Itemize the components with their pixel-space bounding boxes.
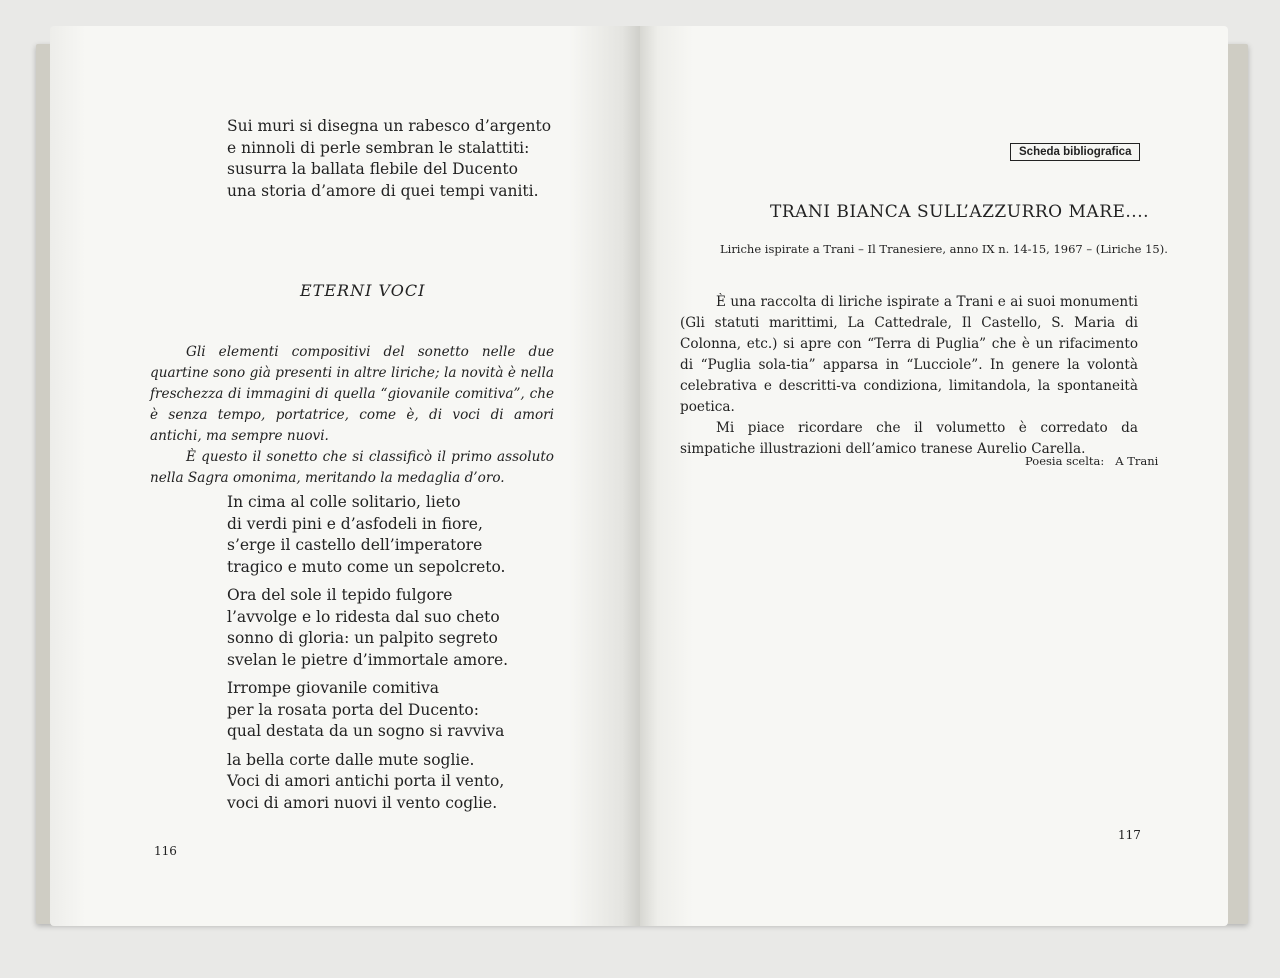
commentary-paragraph: È questo il sonetto che si classificò il primo assoluto nella Sagra omonima, meritando la medaglia d’oro. bbox=[150, 449, 554, 486]
page-number: 116 bbox=[154, 844, 177, 858]
verse-line: Sui muri si disegna un rabesco d’argento bbox=[227, 117, 552, 135]
sonnet-stanza bbox=[227, 678, 508, 743]
verse-line: Voci di amori antichi porta il vento, bbox=[227, 772, 505, 790]
source-line: Liriche ispirate a Trani – Il Tranesiere, anno IX n. 14-15, 1967 – (Liriche 15). bbox=[720, 242, 1168, 256]
sonnet bbox=[227, 492, 508, 821]
verse-line: susurra la ballata flebile del Ducento bbox=[227, 160, 518, 178]
sonnet-stanza bbox=[227, 585, 508, 671]
verse-line: una storia d’amore di quei tempi vaniti. bbox=[227, 181, 539, 200]
verse-line: per la rosata porta del Ducento: bbox=[227, 700, 479, 719]
verse-line: s’erge il castello dell’imperatore bbox=[227, 536, 483, 554]
page-number: 117 bbox=[1118, 828, 1141, 842]
sonnet-stanza bbox=[227, 750, 508, 815]
verse-line: tragico e muto come un sepolcreto. bbox=[227, 557, 506, 576]
poem-title: ETERNI VOCI bbox=[300, 281, 426, 300]
review-paragraph: Mi piace ricordare che il volumetto è corredato da simpatiche illustrazioni dell’amico tranese Aurelio Carella. bbox=[680, 420, 1138, 457]
verse-line: voci di amori nuovi il vento coglie. bbox=[227, 793, 498, 812]
verse-line: sonno di gloria: un palpito segreto bbox=[227, 629, 498, 647]
right-page bbox=[640, 26, 1228, 926]
verse-line: In cima al colle solitario, lieto bbox=[227, 493, 461, 511]
verse-line: qual destata da un sogno si ravviva bbox=[227, 722, 505, 740]
verse-line: svelan le pietre d’immortale amore. bbox=[227, 650, 509, 669]
chosen-poem bbox=[1025, 454, 1158, 468]
opening-verse bbox=[227, 116, 551, 202]
verse-line: la bella corte dalle mute soglie. bbox=[227, 750, 475, 769]
chosen-poem-label: Poesia scelta: bbox=[1025, 454, 1105, 468]
verse-line: e ninnoli di perle sembran le stalattiti: bbox=[227, 138, 530, 157]
verse-line: Ora del sole il tepido fulgore bbox=[227, 586, 453, 604]
left-page bbox=[50, 26, 640, 926]
sonnet-stanza bbox=[227, 492, 508, 578]
commentary bbox=[150, 342, 554, 489]
commentary-paragraph: Gli elementi compositivi del sonetto nelle due quartine sono già presenti in altre liriche; la novità è nella freschezza di immagini di quella “giovanile comitiva”, che è senza tempo, portatrice, come è, di voci di amori antichi, ma sempre nuovi. bbox=[150, 344, 554, 444]
verse-line: di verdi pini e d’asfodeli in fiore, bbox=[227, 514, 483, 533]
review-paragraph: È una raccolta di liriche ispirate a Trani e ai suoi monumenti (Gli statuti marittimi, La Cattedrale, Il Castello, S. Maria di Colonna, etc.) si apre con “Terra di Puglia” che è un rifacimento di “Puglia sola-tia” apparsa in “Lucciole”. In genere la volontà celebrativa e descritti-va condiziona, limitandola, la spontaneità poetica. bbox=[680, 294, 1138, 415]
document-title: TRANI BIANCA SULL’AZZURRO MARE.... bbox=[770, 202, 1150, 222]
review-text bbox=[680, 292, 1138, 460]
verse-line: Irrompe giovanile comitiva bbox=[227, 679, 440, 697]
chosen-poem-title: A Trani bbox=[1115, 454, 1159, 468]
section-badge: Scheda bibliografica bbox=[1010, 143, 1140, 161]
verse-line: l’avvolge e lo ridesta dal suo cheto bbox=[227, 607, 500, 626]
